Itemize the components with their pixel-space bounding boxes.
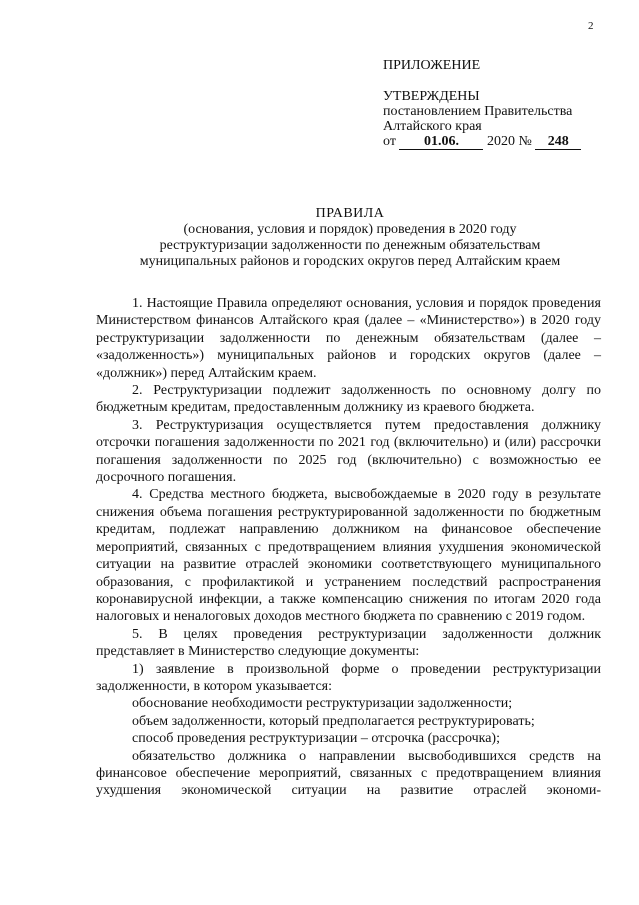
decree-number: 248: [535, 135, 581, 150]
approval-line-2: Алтайского края: [383, 119, 482, 134]
list-item-volume: объем задолженности, который предполагается реструктурировать;: [132, 713, 535, 729]
approval-line-1: постановлением Правительства: [383, 104, 573, 119]
approval-block: [383, 58, 623, 150]
decree-date: 01.06.: [399, 135, 483, 150]
title-main: ПРАВИЛА: [315, 206, 385, 221]
paragraph-3: 3. Реструктуризация осуществляется путем предоставления должнику отсрочки погашения задолженности по 2021 год (включительно) и (или) рассрочки погашения задолженности по 2025 год (включительно) с возможностью ее досрочного погашения.: [96, 417, 601, 486]
title-subtitle-line: реструктуризации задолженности по денежным обязательствам: [159, 238, 541, 253]
approval-dateline: [383, 134, 623, 150]
title-subtitle-line: (основания, условия и порядок) проведения в 2020 году: [183, 222, 517, 237]
page-number: 2: [588, 20, 594, 32]
paragraph-5: 5. В целях проведения реструктуризации задолженности должник представляет в Министерство следующие документы:: [96, 626, 601, 660]
list-item-method: способ проведения реструктуризации – отсрочка (рассрочка);: [132, 731, 500, 747]
title-subtitle-line: муниципальных районов и городских округов перед Алтайским краем: [139, 254, 561, 269]
paragraph-4: 4. Средства местного бюджета, высвобождаемые в 2020 году в результате снижения объема погашения реструктурированной задолженности по бюджетным кредитам, подлежат направлению должником на финансовое обеспечение мероприятий, связанных с предотвращением влияния ухудшения экономической ситуации на развитие отраслей экономики соответствующего муниципального образования, с профилактикой и устранением последствий распространения коронавирусной инфекции, а также компенсацию снижения по итогам 2020 года налоговых и неналоговых доходов местного бюджета по сравнению с 2019 годом.: [96, 487, 601, 625]
document-title: [98, 206, 602, 270]
paragraph-5-item-1: 1) заявление в произвольной форме о проведении реструктуризации задолженности, в котором указывается:: [96, 661, 601, 694]
decree-year: 2020 №: [486, 134, 532, 149]
paragraph-1: 1. Настоящие Правила определяют основания, условия и порядок проведения Министерством финансов Алтайского края (далее – «Министерство») в 2020 году реструктуризации задолженности по денежным обязательствам (далее – «задолженность») муниципальных районов и городских округов (далее – «должник») перед Алтайским краем.: [96, 296, 601, 381]
list-item-justification: обоснование необходимости реструктуризации задолженности;: [132, 696, 513, 712]
list-item-obligation: обязательство должника о направлении высвободившихся средств на финансовое обеспечение мероприятий, связанных с предотвращением влияния ухудшения экономической ситуации на развитие отраслей экономи-: [96, 748, 601, 799]
document-body: [96, 295, 601, 800]
from-label: от: [383, 134, 396, 149]
appendix-heading: ПРИЛОЖЕНИЕ: [383, 58, 481, 73]
paragraph-2: 2. Реструктуризации подлежит задолженность по основному долгу по бюджетным кредитам, предоставленным должнику из краевого бюджета.: [96, 383, 601, 416]
approved-heading: УТВЕРЖДЕНЫ: [383, 89, 480, 104]
